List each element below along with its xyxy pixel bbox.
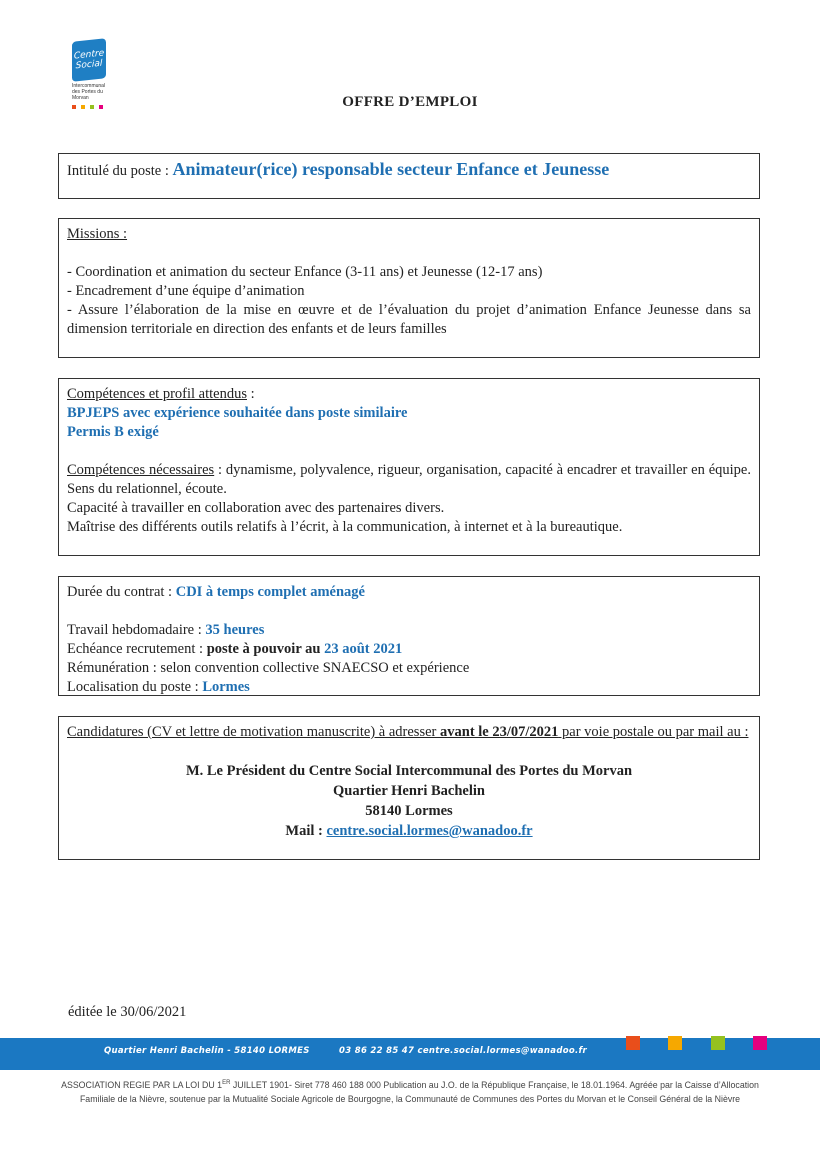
poste-box xyxy=(58,153,760,199)
address-line: Quartier Henri Bachelin xyxy=(333,783,485,799)
footer-square xyxy=(626,1036,640,1050)
localisation-label: Localisation du poste : xyxy=(67,679,203,695)
page-title: OFFRE D’EMPLOI xyxy=(342,94,478,110)
footer-square xyxy=(753,1036,767,1050)
candidatures-deadline: avant le 23/07/2021 xyxy=(440,724,559,740)
legal-line2: Familiale de la Nièvre, soutenue par la Mutualité Sociale Agricole de Bourgogne, la Communauté de Communes des Portes du Morvan et le Conseil Général de la Nièvre xyxy=(79,1093,741,1104)
mail-label: Mail : xyxy=(285,823,327,839)
footer-address: Quartier Henri Bachelin - 58140 LORMES xyxy=(104,1046,310,1056)
legal-line1a: ASSOCIATION REGIE PAR LA LOI DU 1 xyxy=(61,1079,223,1090)
edition-date: éditée le 30/06/2021 xyxy=(68,1004,187,1020)
duree-value: CDI à temps complet aménagé xyxy=(175,584,365,600)
mail-line xyxy=(67,821,751,841)
poste-label: Intitulé du poste : xyxy=(67,163,173,179)
logo-subtitle: Intercommunal des Portes du Morvan xyxy=(72,83,106,101)
competences-line: Maîtrise des différents outils relatifs à l’écrit, à la communication, à internet et à la bureautique. xyxy=(67,519,623,535)
poste-value: Animateur(rice) responsable secteur Enfance et Jeunesse xyxy=(172,159,610,179)
candidatures-text xyxy=(67,723,751,742)
requirement-permis: Permis B exigé xyxy=(67,424,159,440)
competences-line: Capacité à travailler en collaboration avec des partenaires divers. xyxy=(67,500,445,516)
competences-necessaires-text: : dynamisme, polyvalence, rigueur, organisation, capacité à encadrer et travailler en équipe. Sens du relationnel, écoute. xyxy=(67,462,751,497)
mission-item: - Encadrement d’une équipe d’animation xyxy=(67,283,305,299)
candidatures-part2: par voie postale ou par mail au : xyxy=(558,724,749,740)
footer-contact xyxy=(104,1046,587,1056)
logo-mark: Centre Social xyxy=(72,38,106,82)
mission-item: - Assure l’élaboration de la mise en œuvre et de l’évaluation du projet d’animation Enfance Jeunesse dans sa dimension territoriale en direction des enfants et de leurs familles xyxy=(67,302,751,337)
localisation-value: Lormes xyxy=(202,679,250,695)
mission-item: - Coordination et animation du secteur Enfance (3-11 ans) et Jeunesse (12-17 ans) xyxy=(67,264,543,280)
hebdo-label: Travail hebdomadaire : xyxy=(67,622,206,638)
footer-bar xyxy=(0,1038,820,1070)
candidatures-box xyxy=(58,716,760,860)
mail-link[interactable]: centre.social.lormes@wanadoo.fr xyxy=(326,823,533,839)
footer-phone-mail: 03 86 22 85 47 centre.social.lormes@wanadoo.fr xyxy=(339,1046,588,1056)
legal-notice xyxy=(0,1076,820,1106)
contrat-box xyxy=(58,576,760,696)
echeance-value: 23 août 2021 xyxy=(324,641,403,657)
requirement-bpjeps: BPJEPS avec expérience souhaitée dans poste similaire xyxy=(67,405,408,421)
echeance-bold: poste à pouvoir au xyxy=(206,641,325,657)
remuneration: Rémunération : selon convention collective SNAECSO et expérience xyxy=(67,660,470,676)
candidatures-part1: Candidatures (CV et lettre de motivation manuscrite) à adresser xyxy=(67,724,440,740)
footer-square xyxy=(668,1036,682,1050)
address-line: M. Le Président du Centre Social Intercommunal des Portes du Morvan xyxy=(185,763,633,779)
competences-heading: Compétences et profil attendus xyxy=(67,386,247,402)
legal-sup: ER xyxy=(222,1080,231,1086)
competences-box xyxy=(58,378,760,556)
competences-necessaires-label: Compétences nécessaires xyxy=(67,462,215,478)
echeance-label: Echéance recrutement : xyxy=(67,641,207,657)
legal-line1b: JUILLET 1901- Siret 778 460 188 000 Publication au J.O. de la République Française, le 18.01.1964. Agréée par la Caisse d’Allocation xyxy=(230,1079,759,1090)
address-line: 58140 Lormes xyxy=(365,803,453,819)
competences-heading-suffix: : xyxy=(247,386,255,402)
missions-box xyxy=(58,218,760,358)
duree-label: Durée du contrat : xyxy=(67,584,176,600)
footer-square xyxy=(711,1036,725,1050)
hebdo-value: 35 heures xyxy=(205,622,265,638)
missions-heading: Missions : xyxy=(67,226,128,242)
